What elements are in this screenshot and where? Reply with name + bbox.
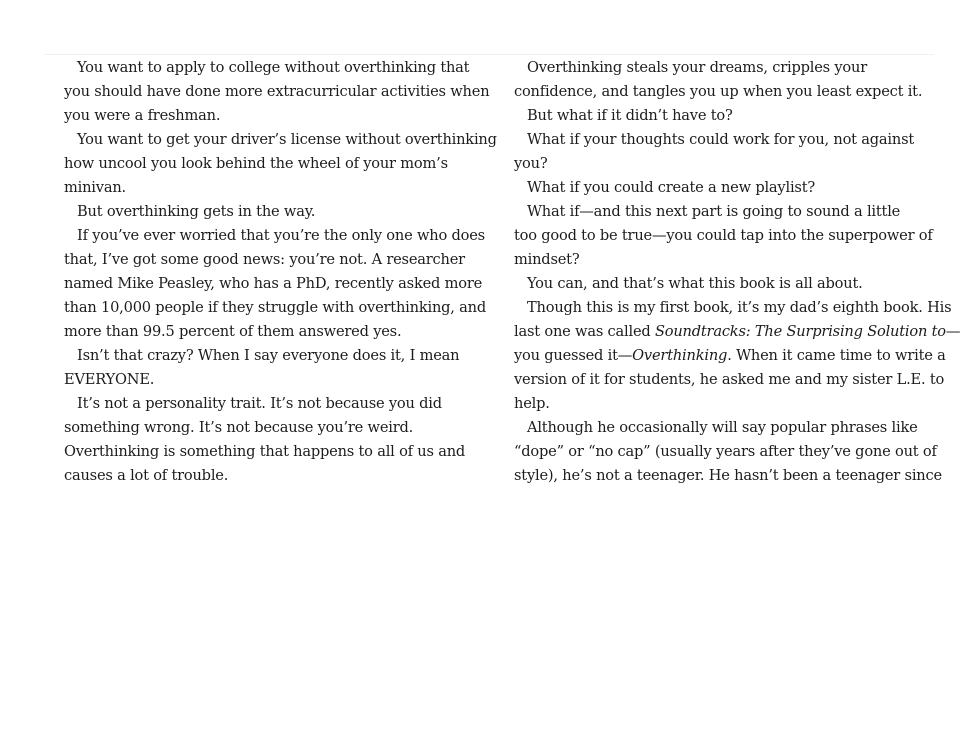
right-page-text <box>514 56 961 488</box>
paragraph-line: “dope” or “no cap” (usually years after they’ve gone out of <box>514 443 937 460</box>
left-page-text <box>64 56 497 488</box>
paragraph-line: you were a freshman. <box>64 107 221 124</box>
paragraph-line: EVERYONE. <box>64 371 155 388</box>
paragraph-line: What if your thoughts could work for you, not against <box>527 131 915 148</box>
paragraph-line: Overthinking steals your dreams, cripples your <box>527 59 867 76</box>
paragraph-line: confidence, and tangles you up when you least expect it. <box>514 83 923 100</box>
paragraph-line: It’s not a personality trait. It’s not because you did <box>77 395 442 412</box>
paragraph-line-book-title <box>514 320 961 344</box>
text-run: . When it came time to write a <box>727 347 946 364</box>
paragraph-line: Isn’t that crazy? When I say everyone does it, I mean <box>77 347 460 364</box>
paragraph-line: than 10,000 people if they struggle with overthinking, and <box>64 299 487 316</box>
paragraph-line: You want to apply to college without overthinking that <box>77 59 470 76</box>
paragraph-line: minivan. <box>64 179 126 196</box>
page-top-edge <box>44 54 934 55</box>
paragraph-line: Though this is my first book, it’s my dad’s eighth book. His <box>527 299 952 316</box>
text-run: — <box>945 323 961 340</box>
paragraph-line-guess <box>514 344 944 368</box>
paragraph-line: What if—and this next part is going to sound a little <box>527 203 901 220</box>
paragraph-line: version of it for students, he asked me and my sister L.E. to <box>514 371 945 388</box>
paragraph-line: You can, and that’s what this book is all about. <box>527 275 863 292</box>
paragraph-line: Overthinking is something that happens to all of us and <box>64 443 466 460</box>
paragraph-line: If you’ve ever worried that you’re the only one who does <box>77 227 485 244</box>
paragraph-line: But overthinking gets in the way. <box>77 203 316 220</box>
book-title-italic: Overthinking <box>632 347 728 364</box>
paragraph-line: more than 99.5 percent of them answered yes. <box>64 323 402 340</box>
paragraph-line: Although he occasionally will say popular phrases like <box>527 419 918 436</box>
paragraph-line: named Mike Peasley, who has a PhD, recently asked more <box>64 275 483 292</box>
paragraph-line: something wrong. It’s not because you’re weird. <box>64 419 414 436</box>
text-run: last one was called <box>514 323 655 340</box>
paragraph-line: you? <box>514 155 548 172</box>
paragraph-line: But what if it didn’t have to? <box>527 107 733 124</box>
paragraph-line: mindset? <box>514 251 580 268</box>
paragraph-line: how uncool you look behind the wheel of your mom’s <box>64 155 448 172</box>
paragraph-line: What if you could create a new playlist? <box>527 179 815 196</box>
book-title-italic: Soundtracks: The Surprising Solution to <box>654 323 946 340</box>
paragraph-line: help. <box>514 395 550 412</box>
paragraph-line: that, I’ve got some good news: you’re not. A researcher <box>64 251 465 268</box>
paragraph-line: style), he’s not a teenager. He hasn’t been a teenager since <box>514 467 942 484</box>
paragraph-line: causes a lot of trouble. <box>64 467 229 484</box>
paragraph-line: too good to be true—you could tap into the superpower of <box>514 227 933 244</box>
paragraph-line: You want to get your driver’s license without overthinking <box>77 131 497 148</box>
text-run: you guessed it— <box>514 347 633 364</box>
paragraph-line: you should have done more extracurricular activities when <box>64 83 490 100</box>
